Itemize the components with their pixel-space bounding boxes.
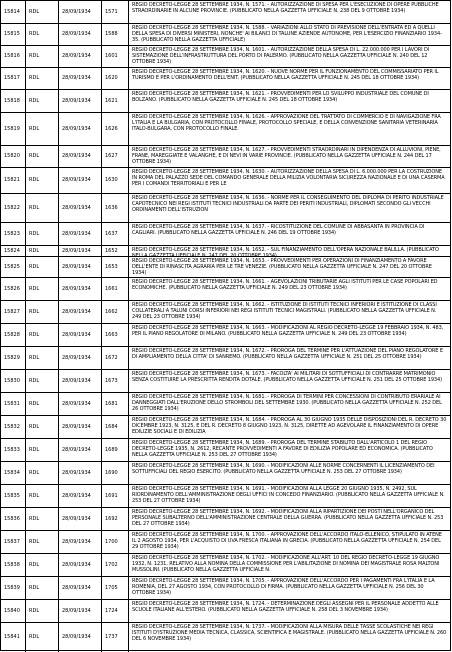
record-number: 15834 (1, 462, 26, 484)
record-number: 15829 (1, 347, 26, 369)
record-law-number: 1702 (102, 554, 129, 576)
record-description: REGIO DECRETO-LEGGE 28 SETTEMBRE 1934, N. 1620. - NUOVE NORME PER IL FUNZIONAMENTO DEL COMMISSARIATO PER IL TURISMO E PER L'ORDINAMENTO DELL'ENIT. (PUBBLICATO NELLA GAZZETTA UFFICIALE N. 245 DEL 18 OTTOBRE 1934) (132, 69, 439, 82)
record-number: 15821 (1, 168, 26, 193)
record-law-number: 1689 (102, 439, 129, 461)
record-law-number: 1724 (102, 600, 129, 622)
record-number: 15841 (1, 623, 26, 652)
record-law-number: 1588 (102, 24, 129, 45)
record-date: 28/09/1934 (59, 113, 102, 145)
record-number: 15820 (1, 146, 26, 167)
table-row (1, 90, 450, 113)
record-date: 28/09/1934 (59, 393, 102, 415)
record-description: REGIO DECRETO-LEGGE 28 SETTEMBRE 1934, N. 1653. - PROVVEDIMENTI PER OPERAZIONI DI FINANZIAMENTO A FAVORE DELL'ENTE DI RINASCITA AGRARIA PER LE TRE VENEZIE. (PUBBLICATO NELLA GAZZETTA UFFICIALE N. 247 DEL 20 OTTOBRE 1934) (132, 258, 432, 277)
record-type: RDL (26, 623, 59, 652)
record-law-number: 1653 (102, 257, 129, 277)
record-law-number: 1652 (102, 246, 129, 256)
record-law-number: 1627 (102, 146, 129, 167)
record-date: 28/09/1934 (59, 246, 102, 256)
record-date: 28/09/1934 (59, 531, 102, 553)
table-row (1, 1, 450, 24)
record-date: 28/09/1934 (59, 257, 102, 277)
record-description: REGIO DECRETO-LEGGE 28 SETTEMBRE 1934, N. 1636. - NORME PER IL CONSEGUIMENTO DEL DIPLOMA DI PERITO INDUSTRIALE CAPOTECNICO NEI REGI ISTITUTI TECNICI INDUSTRIALI DA PARTE DEI PERITI INDUSTRIALI, DIPLOMATI SECONDO GLI VECCHI ORDINAMENTI DELL'ISTRUZION (132, 195, 444, 214)
record-number: 15836 (1, 508, 26, 530)
record-number: 15840 (1, 600, 26, 622)
record-number: 15819 (1, 113, 26, 145)
record-date: 28/09/1934 (59, 600, 102, 622)
record-law-number: 1662 (102, 301, 129, 323)
table-row (1, 508, 450, 531)
record-date: 28/09/1934 (59, 168, 102, 193)
record-number: 15816 (1, 46, 26, 67)
record-law-number: 1737 (102, 623, 129, 652)
record-date: 28/09/1934 (59, 1, 102, 23)
record-description: REGIO DECRETO-LEGGE 28 SETTEMBRE 1934, N. 1737. - MODIFICAZIONI ALLA MISURA DELLE TASSE SCOLASTICHE NEI REGI ISTITUTI D'ISTRUZIONE MEDIA TECNICA, CLASSICA, SCIENTIFICA E MAGISTRALE. (PUBBLICATO NELLA GAZZETTA UFFICIALE N. 260 DEL 6 NOVEMBRE 1934) (132, 624, 447, 643)
record-number: 15822 (1, 194, 26, 222)
record-type: RDL (26, 146, 59, 167)
table-row (1, 301, 450, 324)
record-date: 28/09/1934 (59, 508, 102, 530)
record-type: RDL (26, 347, 59, 369)
table-row (1, 347, 450, 370)
table-row (1, 194, 450, 223)
record-type: RDL (26, 531, 59, 553)
record-type: RDL (26, 68, 59, 89)
record-description: REGIO DECRETO-LEGGE 28 SETTEMBRE 1934, N. 1637. - RICOSTITUZIONE DEL COMUNE DI ABBASANTA IN PROVINCIA DI CAGLIARI. (PUBBLICATO NELLA GAZZETTA UFFICIALE N. 246 DEL 19 OTTOBRE 1934) (132, 224, 425, 237)
table-row (1, 439, 450, 462)
record-date: 28/09/1934 (59, 439, 102, 461)
table-row (1, 600, 450, 623)
record-type: RDL (26, 194, 59, 222)
record-number: 15815 (1, 24, 26, 45)
record-number: 15817 (1, 68, 26, 89)
record-date: 28/09/1934 (59, 324, 102, 346)
record-description: REGIO DECRETO-LEGGE 28 SETTEMBRE 1934, N. 1692. - MODIFICAZIONI ALLA RIPARTIZIONE DEI POSTI NELL'ORGANICO DEL PERSONALE SUBALTERNO DELL'AMMINISTRAZIONE CENTRALE DELLA GUERRA. (PUBBLICATO NELLA GAZZETTA UFFICIALE N. 253 DEL 27 OTTOBRE 1934) (132, 509, 444, 528)
record-number: 15838 (1, 554, 26, 576)
record-number: 15823 (1, 223, 26, 245)
table-row (1, 113, 450, 146)
record-date: 28/09/1934 (59, 623, 102, 652)
record-type: RDL (26, 439, 59, 461)
record-type: RDL (26, 24, 59, 45)
record-date: 28/09/1934 (59, 223, 102, 245)
record-date: 28/09/1934 (59, 347, 102, 369)
record-description: REGIO DECRETO-LEGGE 28 SETTEMBRE 1934, N. 1672. - PROROGA DEL TERMINE PER L'ATTUAZIONE DEL PIANO REGOLATORE E DI AMPLIAMENTO DELLA CITTA' DI SANREMO. (PUBBLICATO NELLA GAZZETTA UFFICIALE N. 251 DEL 25 OTTOBRE 1934) (132, 348, 443, 361)
table-row (1, 623, 450, 652)
record-description: REGIO DECRETO-LEGGE 28 SETTEMBRE 1934, N. 1724. - DETERMINAZIONE DEGLI ASSEGNI PER IL PERSONALE ADDETTO ALLE SCUOLE ITALIANE ALL'ESTERO. (PUBBLICATO NELLA GAZZETTA UFFICIALE N. 258 DEL 3 NOVEMBRE 1934) (132, 601, 439, 614)
record-law-number: 1673 (102, 370, 129, 392)
record-description: REGIO DECRETO-LEGGE 28 SETTEMBRE 1934, N. 1652. - SUL FINANZIAMENTO DELL'OPERA NAZIONALE BALILLA. (PUBBLICATO NELLA GAZZETTA UFFICIALE N. 247 DEL 20 OTTOBRE 1934) (132, 247, 439, 260)
table-row (1, 68, 450, 90)
table-row (1, 146, 450, 168)
table-row (1, 24, 450, 46)
record-description: REGIO DECRETO-LEGGE 28 SETTEMBRE 1934, N. 1700. - APPROVAZIONE DELL'ACCORDO ITALO-ELLENICO, STIPULATO IN ATENE IL 2 AGOSTO 1934, PER L'ACQUISTO DI UVA FRESCA ITALIANA IN GRECIA. (PUBBLICATO NELLA GAZZETTA UFFICIALE N. 254 DEL 29 OTTOBRE 1934) (132, 532, 442, 551)
record-number: 15825 (1, 257, 26, 277)
table-row (1, 485, 450, 508)
record-date: 28/09/1934 (59, 554, 102, 576)
record-type: RDL (26, 278, 59, 300)
record-number: 15833 (1, 439, 26, 461)
record-number: 15814 (1, 1, 26, 23)
record-description: REGIO DECRETO-LEGGE 28 SETTEMBRE 1934, N. 1626. - APPROVAZIONE DEL TRATTATO DI COMMERCIO E DI NAVIGAZIONE FRA L'ITALIA E LA BULGARIA, CON PROTOCOLLO FINALE, PROTOCOLLO SPECIALE, E DELLA CONVENZIONE SANITARIA VETERINARIA ITALO-BULGARA, CON PROTOCOLLO FINALE. (132, 114, 441, 133)
record-number: 15835 (1, 485, 26, 507)
record-description: REGIO DECRETO-LEGGE 28 SETTEMBRE 1934, N. 1601. - AUTORIZZAZIONE DELLA SPESA DI L. 22.000.000 PER I LAVORI DI SISTEMAZIONE DELL'INFRASTRUTTURA DEL PORTO DI PALERMO. (PUBBLICATO NELLA GAZZETTA UFFICIALE N. 240 DEL 12 OTTOBRE 1934) (132, 47, 430, 66)
record-date: 28/09/1934 (59, 68, 102, 89)
record-law-number: 1637 (102, 223, 129, 245)
record-law-number: 1692 (102, 508, 129, 530)
table-row (1, 393, 450, 416)
record-law-number: 1684 (102, 416, 129, 438)
record-description: REGIO DECRETO-LEGGE 28 SETTEMBRE 1934, N. 1621. - PROVVEDIMENTI PER LO SVILUPPO INDUSTRIALE DEL COMUNE DI BOLZANO. (PUBBLICATO NELLA GAZZETTA UFFICIALE N. 245 DEL 18 OTTOBRE 1934) (132, 91, 429, 104)
record-type: RDL (26, 168, 59, 193)
record-date: 28/09/1934 (59, 146, 102, 167)
record-law-number: 1630 (102, 168, 129, 193)
record-type: RDL (26, 246, 59, 256)
record-law-number: 1705 (102, 577, 129, 599)
record-number: 15832 (1, 416, 26, 438)
record-number: 15839 (1, 577, 26, 599)
record-description: REGIO DECRETO-LEGGE 28 SETTEMBRE 1934, N. 1571. - AUTORIZZAZIONE DI SPESA PER L'ESECUZIONE DI OPERE PUBBLICHE STRAORDINARIE IN ALCUNE PROVINCIE. (PUBBLICATO NELLA GAZZETTA UFFICIALE N. 238 DEL 9 OTTOBRE 1934) (132, 2, 439, 15)
record-description: REGIO DECRETO-LEGGE 28 SETTEMBRE 1934, N. 1630. - AUTORIZZAZIONE DELLA SPESA DI L. 6.000.000 PER LA COSTRUZIONE IN ROMA DEL PALAZZO SEDE DEL COMANDO GENERALE DELLA MILIZIA VOLONTARIA SICUREZZA NAZIONALE E DI UNA CASERMA PER I COMANDI TERRITORIALI E PER LE (132, 169, 445, 188)
record-date: 28/09/1934 (59, 301, 102, 323)
table-row (1, 324, 450, 347)
record-description: REGIO DECRETO-LEGGE 28 SETTEMBRE 1934, N. 1662. - ISTITUZIONE DI ISTITUTI TECNICI INFERIORI E ISTITUZIONE DI CLASSI COLLATERALI A TALUNI CORSI INFERIORI NEI REGI ISTITUTI TECNICI MAGISTRALI. (PUBBLICATO NELLA GAZZETTA UFFICIALE N. 249 DEL 23 OTTOBRE 1934) (132, 302, 437, 321)
record-law-number: 1663 (102, 324, 129, 346)
record-date: 28/09/1934 (59, 90, 102, 112)
record-law-number: 1661 (102, 278, 129, 300)
record-type: RDL (26, 223, 59, 245)
table-row (1, 168, 450, 194)
record-date: 28/09/1934 (59, 194, 102, 222)
record-description: REGIO DECRETO-LEGGE 28 SETTEMBRE 1934, N. 1663. - MODIFICAZIONI AL REGIO DECRETO-LEGGE 19 FEBBRAIO 1934, N. 483, PER IL PIANO REGOLATORE DI MILANO. (PUBBLICATO NELLA GAZZETTA UFFICIALE N. 249 DEL 23 OTTOBRE 1934) (132, 325, 444, 338)
table-row (1, 416, 450, 439)
record-description: REGIO DECRETO-LEGGE 28 SETTEMBRE 1934, N. 1681. - PROROGA DI TERMINI PER CONCESSIONI DI CONTRIBUTO ERARIALE AI DANNEGGIATI DALL'ERUZIONE DELLO STROMBOLI DEL SETTEMBRE 1930. (PUBBLICATO NELLA GAZZETTA UFFICIALE N. 252 DEL 26 OTTOBRE 1934) (132, 394, 442, 413)
record-type: RDL (26, 113, 59, 145)
record-type: RDL (26, 90, 59, 112)
record-law-number: 1691 (102, 485, 129, 507)
record-law-number: 1601 (102, 46, 129, 67)
record-type: RDL (26, 324, 59, 346)
record-law-number: 1636 (102, 194, 129, 222)
record-description: REGIO DECRETO-LEGGE 28 SETTEMBRE 1934, N. 1705. - APPROVAZIONE DELL'ACCORDO PER I PAGAMENTI FRA L'ITALIA E LA ROMENIA, DEL 27 AGOSTO 1934, CON PROTOCOLLO DI FIRMA. (PUBBLICATO NELLA GAZZETTA UFFICIALE N. 256 DEL 30 OTTOBRE 1934) (132, 578, 435, 597)
record-date: 28/09/1934 (59, 278, 102, 300)
record-law-number: 1681 (102, 393, 129, 415)
record-description: REGIO DECRETO-LEGGE 28 SETTEMBRE 1934, N. 1588. - VARIAZIONI ALLO STATO DI PREVISIONE DELL'ENTRATA ED A QUELLI DELLA SPESA DI DIVERSI MINISTERI, NONCHE' AI BILANCI DI TALUNE AZIENDE AUTONOME, PER L'ESERCIZIO FINANZIARIO 1934-35. (PUBBLICATO NELLA GAZZETTA UFFICIALE) (132, 25, 442, 44)
record-date: 28/09/1934 (59, 577, 102, 599)
table-row (1, 223, 450, 246)
record-date: 28/09/1934 (59, 370, 102, 392)
table-row (1, 531, 450, 554)
record-law-number: 1672 (102, 347, 129, 369)
record-number: 15824 (1, 246, 26, 256)
record-type: RDL (26, 46, 59, 67)
record-number: 15830 (1, 370, 26, 392)
record-type: RDL (26, 462, 59, 484)
record-number: 15837 (1, 531, 26, 553)
record-type: RDL (26, 600, 59, 622)
record-type: RDL (26, 301, 59, 323)
record-number: 15818 (1, 90, 26, 112)
record-description: REGIO DECRETO-LEGGE 28 SETTEMBRE 1934, N. 1691. - MODIFICAZIONI ALLA LEGGE 20 GIUGNO 1935, N. 2492, SUL RIORDINAMENTO DELL'AMMINISTRAZIONE DEGLI UFFICI IN CONCEDO FINANZIARIO. (PUBBLICATO NELLA GAZZETTA UFFICIALE N. 253 DEL 27 OTTOBRE 1934) (132, 486, 445, 505)
record-law-number: 1621 (102, 90, 129, 112)
record-date: 28/09/1934 (59, 462, 102, 484)
record-description: REGIO DECRETO-LEGGE 28 SETTEMBRE 1934, N. 1627. - PROVVEDIMENTI STRAORDINARI IN DIPENDENZA DI ALLUVIONI, PIENE, FRANE, MAREGGIATE E VALANGHE, E DI NEVI IN VARIE PROVINCIE. (PUBBLICATO NELLA GAZZETTA UFFICIALE N. 244 DEL 17 OTTOBRE 1934) (132, 147, 441, 166)
record-law-number: 1626 (102, 113, 129, 145)
record-description: REGIO DECRETO-LEGGE 28 SETTEMBRE 1934, N. 1684. - PROROGA AL 30 GIUGNO 1935 DELLE DISPOSIZIONI DEL R. DECRETO 30 DICEMBRE 1923, N. 3125, E DEL R. DECRETO 8 GIUGNO 1923, N. 3125, DIRETTE AD AGEVOLARE IL FINANZIAMENTO DI OPERE EDILIZIE SOCIALI E DI EDILIZIA (132, 417, 447, 436)
table-row (1, 257, 450, 278)
table-row (1, 46, 450, 68)
record-date: 28/09/1934 (59, 416, 102, 438)
record-law-number: 1690 (102, 462, 129, 484)
record-type: RDL (26, 393, 59, 415)
table-row (1, 462, 450, 485)
record-law-number: 1620 (102, 68, 129, 89)
record-type: RDL (26, 257, 59, 277)
record-description: REGIO DECRETO-LEGGE 28 SETTEMBRE 1934, N. 1690. - MODIFICAZIONI ALLE NORME CONCERNENTI IL LICENZIAMENTO DEI SOTTUFFICIALI DEL REGIO ESERCITO. (PUBBLICATO NELLA GAZZETTA UFFICIALE N. 253 DEL 27 OTTOBRE 1934) (132, 463, 435, 476)
record-type: RDL (26, 577, 59, 599)
record-law-number: 1571 (102, 1, 129, 23)
table-row (1, 577, 450, 600)
table-row (1, 246, 450, 260)
record-type: RDL (26, 416, 59, 438)
record-date: 28/09/1934 (59, 46, 102, 67)
record-description: REGIO DECRETO-LEGGE 28 SETTEMBRE 1934, N. 1673. - FACOLTA' AI MILITARI DI SOTTUFFICIALI DI CONTRARRE MATRIMONIO SENZA COSTITUIRE LA PRESCRITTA RENDITA DOTALE. (PUBBLICATO NELLA GAZZETTA UFFICIALE N. 251 DEL 25 OTTOBRE 1934) (132, 371, 442, 384)
record-type: RDL (26, 370, 59, 392)
record-number: 15831 (1, 393, 26, 415)
record-law-number: 1700 (102, 531, 129, 553)
record-description: REGIO DECRETO-LEGGE 28 SETTEMBRE 1934, N. 1661. - AGEVOLAZIONI TRIBUTARIE AGLI ISTITUTI PER LE CASE POPOLARI ED ECONOMICHE. (PUBBLICATO NELLA GAZZETTA UFFICIALE N. 249 DEL 23 OTTOBRE 1934) (132, 279, 438, 292)
table-row (1, 370, 450, 393)
record-number: 15828 (1, 324, 26, 346)
table-row (1, 278, 450, 301)
record-number: 15827 (1, 301, 26, 323)
record-date: 28/09/1934 (59, 485, 102, 507)
record-description: REGIO DECRETO-LEGGE 28 SETTEMBRE 1934, N. 1702. - MODIFICAZIONE ALL'ART. 10 DEL REGIO DECRETO-LEGGE 19 GIUGNO 1932, N. 1231, RELATIVO ALLA NOMINA DELLA COMMISSIONE PER L'ABILITAZIONE DI NOMINA DEI MAGISTRALE ROSA MALTONI MUSSOLINI. (PUBBLICATO NELLA GAZZETTA UFFICIALE N. (132, 555, 440, 574)
record-description: REGIO DECRETO-LEGGE 28 SETTEMBRE 1934, N. 1689. - PROROGA DEL TERMINE STABILITO DALL'ARTICOLO 1 DEL REGIO DECRETO-LEGGE 1935, N. 2612, RECANTE PROVVEDIMENTI A FAVORE DI EDILIZIA POPOLARE ED ECONOMICA. (PUBBLICATO NELLA GAZZETTA UFFICIALE N. 253 DEL 27 OTTOBRE 1934) (132, 440, 433, 459)
record-type: RDL (26, 1, 59, 23)
record-type: RDL (26, 508, 59, 530)
record-date: 28/09/1934 (59, 24, 102, 45)
table-row (1, 554, 450, 577)
record-number: 15826 (1, 278, 26, 300)
record-type: RDL (26, 554, 59, 576)
record-type: RDL (26, 485, 59, 507)
